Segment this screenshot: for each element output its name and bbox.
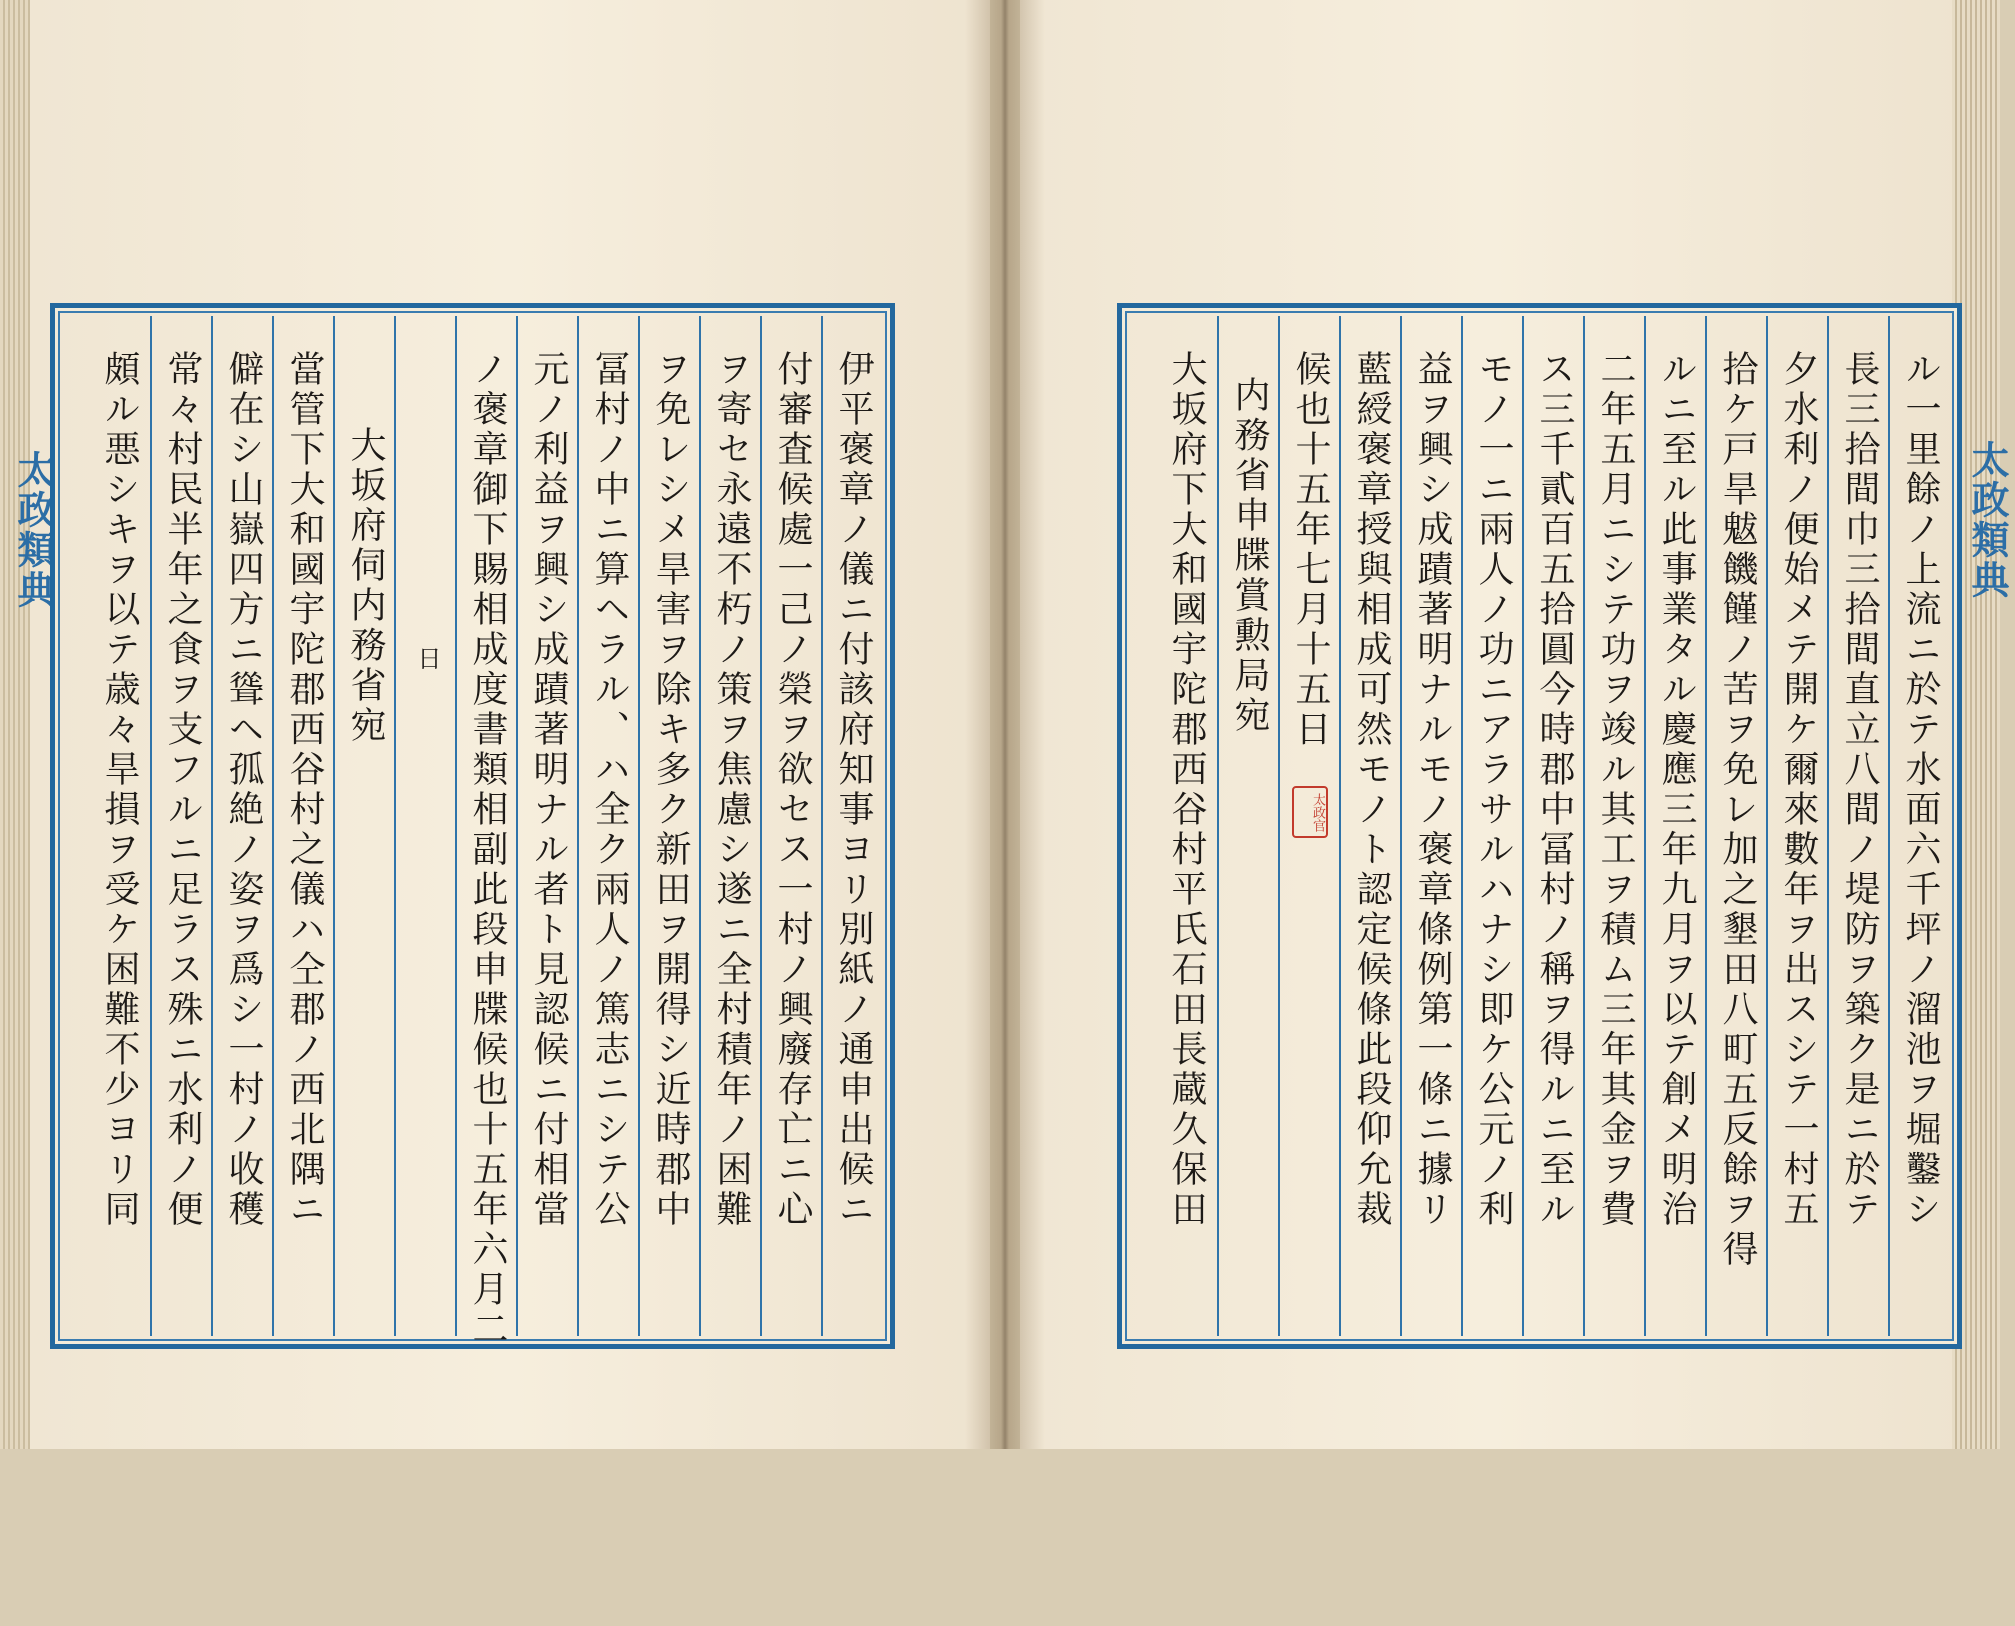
column-text: 當管下大和國宇陀郡西谷村之儀ハ仝郡ノ西北隅ニ (284, 350, 325, 1230)
column-text: 大坂府伺内務省宛 (345, 426, 386, 746)
left-text-frame (50, 303, 895, 1349)
text-column (333, 316, 394, 1336)
column-text: 伊平褒章ノ儀ニ付該府知事ヨリ別紙ノ通申出候ニ (833, 350, 874, 1230)
text-column (150, 316, 211, 1336)
text-column (699, 316, 760, 1336)
right-side-tab: 太政類典 (1965, 440, 2010, 600)
column-text: 夕水利ノ便始メテ開ケ爾來數年ヲ出スシテ一村五 (1778, 350, 1819, 1230)
column-text: ヲ寄セ永遠不朽ノ策ヲ焦慮シ遂ニ全村積年ノ困難 (711, 350, 752, 1230)
text-column (1339, 316, 1400, 1336)
column-text: 元ノ利益ヲ興シ成蹟著明ナル者ト見認候ニ付相當 (528, 350, 569, 1230)
text-column (1705, 316, 1766, 1336)
text-column (211, 316, 272, 1336)
left-columns (63, 316, 882, 1350)
column-text: ル一里餘ノ上流ニ於テ水面六千坪ノ溜池ヲ堀鑿シ (1900, 350, 1941, 1230)
text-column (821, 316, 882, 1336)
text-column (272, 316, 333, 1336)
right-columns (1130, 316, 1949, 1336)
text-column (394, 316, 455, 1336)
column-text: 内務省申牒賞勲局宛 (1229, 376, 1270, 736)
column-text: 僻在シ山嶽四方ニ聳ヘ孤絶ノ姿ヲ爲シ一村ノ收穫 (223, 350, 264, 1230)
text-column (1827, 316, 1888, 1336)
text-column (1766, 316, 1827, 1336)
column-text: 藍綬褒章授與相成可然モノト認定候條此段仰允裁 (1351, 350, 1392, 1230)
column-text: 付審査候處一己ノ榮ヲ欲セス一村ノ興廢存亡ニ心 (772, 350, 813, 1230)
text-column (516, 316, 577, 1336)
text-column (89, 316, 150, 1336)
column-text: 拾ケ戸旱魃饑饉ノ苦ヲ免レ加之墾田八町五反餘ヲ得 (1717, 350, 1758, 1270)
column-text: 頗ル悪シキヲ以テ歳々旱損ヲ受ケ困難不少ヨリ同 (99, 350, 140, 1230)
text-column (1522, 316, 1583, 1336)
column-text: 二年五月ニシテ功ヲ竣ル其工ヲ積ム三年其金ヲ費 (1595, 350, 1636, 1230)
right-text-frame (1117, 303, 1962, 1349)
text-column (1888, 316, 1949, 1336)
text-column (1583, 316, 1644, 1336)
text-column (1461, 316, 1522, 1336)
text-column (1217, 316, 1278, 1336)
column-text: 益ヲ興シ成蹟著明ナルモノ褒章條例第一條ニ據リ (1412, 350, 1453, 1230)
column-text: 長三拾間巾三拾間直立八間ノ堤防ヲ築ク是ニ於テ (1839, 350, 1880, 1230)
text-column (760, 316, 821, 1336)
red-seal-stamp: 太政官 (1292, 786, 1328, 838)
column-text: ス三千貳百五拾圓今時郡中冨村ノ稱ヲ得ルニ至ル (1534, 350, 1575, 1230)
column-text: ノ褒章御下賜相成度書類相副此段申牒候也十五年六月二 (467, 350, 508, 1350)
column-text: ヲ免レシメ旱害ヲ除キ多ク新田ヲ開得シ近時郡中 (650, 350, 691, 1230)
text-column (1644, 316, 1705, 1336)
text-column (638, 316, 699, 1336)
column-text: 大坂府下大和國宇陀郡西谷村平氏石田長蔵久保田 (1166, 350, 1207, 1230)
text-column (1400, 316, 1461, 1336)
column-text: 候也十五年七月十五日 (1290, 350, 1331, 750)
column-text: モノ一ニ兩人ノ功ニアラサルハナシ即ケ公元ノ利 (1473, 350, 1514, 1230)
column-text: 冨村ノ中ニ算ヘラル、ハ全ク兩人ノ篤志ニシテ公 (589, 350, 630, 1230)
text-column (1278, 316, 1339, 1336)
text-column (1156, 316, 1217, 1336)
text-column (455, 316, 516, 1350)
column-text: ルニ至ル此事業タル慶應三年九月ヲ以テ創メ明治 (1656, 350, 1697, 1230)
column-text: 常々村民半年之食ヲ支フルニ足ラス殊ニ水利ノ便 (162, 350, 203, 1230)
book-gutter (965, 0, 1045, 1449)
column-text: 日 (413, 646, 441, 674)
text-column (577, 316, 638, 1336)
left-side-tab: 太政類典 (11, 450, 56, 610)
